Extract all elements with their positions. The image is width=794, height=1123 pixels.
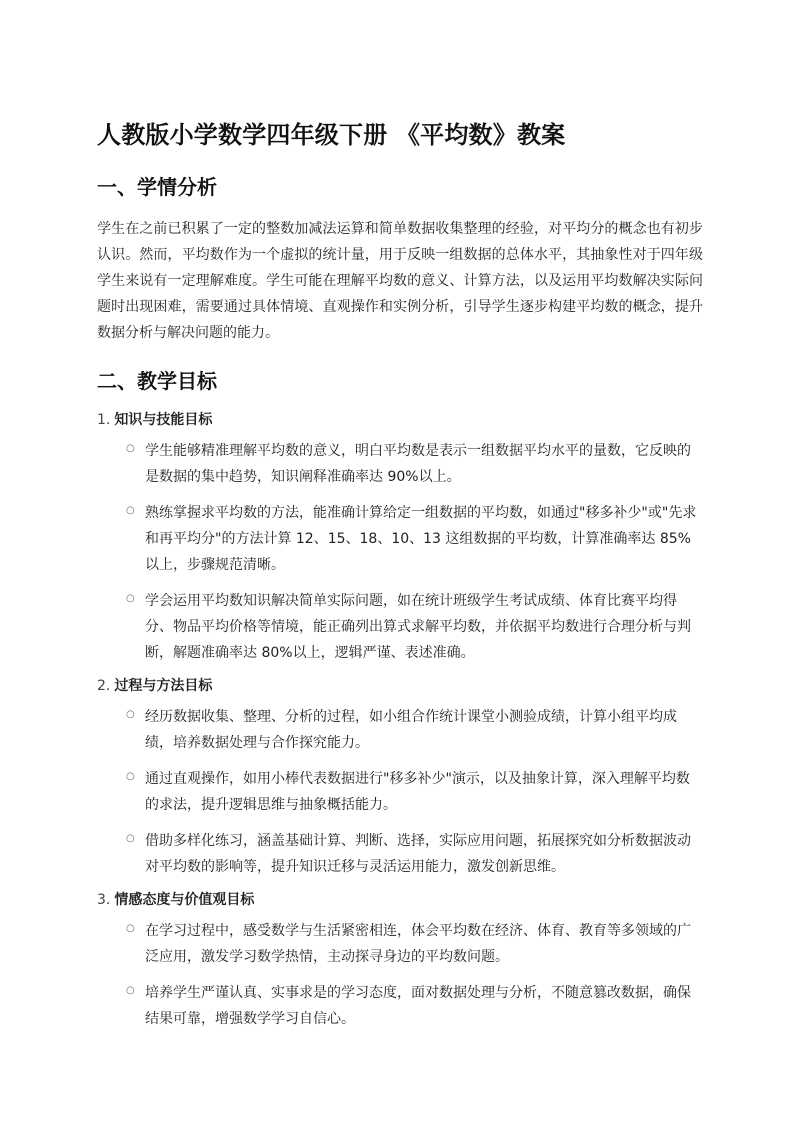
hollow-circle-bullet-icon: ○: [126, 985, 135, 996]
objective-number: 2.: [97, 678, 111, 694]
section-heading-objectives: 二、教学目标: [97, 369, 217, 393]
hollow-circle-bullet-icon: ○: [126, 593, 135, 604]
hollow-circle-bullet-icon: ○: [126, 771, 135, 782]
objective-number: 3.: [97, 892, 111, 908]
list-item: [97, 980, 703, 1032]
objective-heading: [97, 410, 703, 430]
list-item-text: 熟练掌握求平均数的方法，能准确计算给定一组数据的平均数，如通过"移多补少"或"先求和再平均分"的方法计算 12、15、18、10、13 这组数据的平均数，计算准确率达 85%以上，步骤规范清晰。: [145, 505, 697, 573]
objective-title: 知识与技能目标: [114, 412, 213, 428]
hollow-circle-bullet-icon: ○: [126, 709, 135, 720]
hollow-circle-bullet-icon: ○: [126, 505, 135, 516]
list-item-text: 在学习过程中，感受数学与生活紧密相连，体会平均数在经济、体育、教育等多领域的广泛应用，激发学习数学热情，主动探寻身边的平均数问题。: [145, 923, 691, 965]
list-item: [97, 438, 703, 490]
document-title: 人教版小学数学四年级下册 《平均数》教案: [97, 121, 566, 149]
list-item-text: 学会运用平均数知识解决简单实际问题，如在统计班级学生考试成绩、体育比赛平均得分、物品平均价格等情境，能正确列出算式求解平均数，并依据平均数进行合理分析与判断，解题准确率达 80%以上，逻辑严谨、表述准确。: [145, 593, 691, 661]
section-heading-analysis: 一、学情分析: [97, 175, 217, 199]
list-item: [97, 828, 703, 880]
objective-group-process: [97, 676, 703, 880]
analysis-paragraph: 学生在之前已积累了一定的整数加减法运算和简单数据收集整理的经验，对平均分的概念也有初步认识。然而，平均数作为一个虚拟的统计量，用于反映一组数据的总体水平，其抽象性对于四年级学生来说有一定理解难度。学生可能在理解平均数的意义、计算方法，以及运用平均数解决实际问题时出现困难，需要通过具体情境、直观操作和实例分析，引导学生逐步构建平均数的概念，提升数据分析与解决问题的能力。: [97, 221, 703, 341]
list-item: [97, 766, 703, 818]
objective-title: 情感态度与价值观目标: [114, 892, 255, 908]
objective-sub-list: [97, 918, 703, 1032]
list-item-text: 学生能够精准理解平均数的意义，明白平均数是表示一组数据平均水平的量数，它反映的是数据的集中趋势，知识阐释准确率达 90%以上。: [145, 443, 691, 485]
objective-heading: [97, 890, 703, 910]
hollow-circle-bullet-icon: ○: [126, 833, 135, 844]
list-item: [97, 500, 703, 578]
hollow-circle-bullet-icon: ○: [126, 923, 135, 934]
list-item-text: 借助多样化练习，涵盖基础计算、判断、选择，实际应用问题，拓展探究如分析数据波动对平均数的影响等，提升知识迁移与灵活运用能力，激发创新思维。: [145, 833, 691, 875]
objective-heading: [97, 676, 703, 696]
objective-sub-list: [97, 704, 703, 880]
list-item-text: 经历数据收集、整理、分析的过程，如小组合作统计课堂小测验成绩，计算小组平均成绩，培养数据处理与合作探究能力。: [145, 709, 677, 751]
objective-group-attitude: [97, 890, 703, 1032]
list-item: [97, 588, 703, 666]
list-item: [97, 704, 703, 756]
objective-title: 过程与方法目标: [114, 678, 213, 694]
objective-group-knowledge: [97, 410, 703, 666]
objectives-list: [97, 410, 703, 1032]
list-item-text: 培养学生严谨认真、实事求是的学习态度，面对数据处理与分析，不随意篡改数据，确保结果可靠，增强数学学习自信心。: [145, 985, 691, 1027]
document-page: [97, 118, 703, 1042]
objective-sub-list: [97, 438, 703, 666]
list-item: [97, 918, 703, 970]
objective-number: 1.: [97, 412, 111, 428]
hollow-circle-bullet-icon: ○: [126, 443, 135, 454]
list-item-text: 通过直观操作，如用小棒代表数据进行"移多补少"演示，以及抽象计算，深入理解平均数的求法，提升逻辑思维与抽象概括能力。: [145, 771, 690, 813]
